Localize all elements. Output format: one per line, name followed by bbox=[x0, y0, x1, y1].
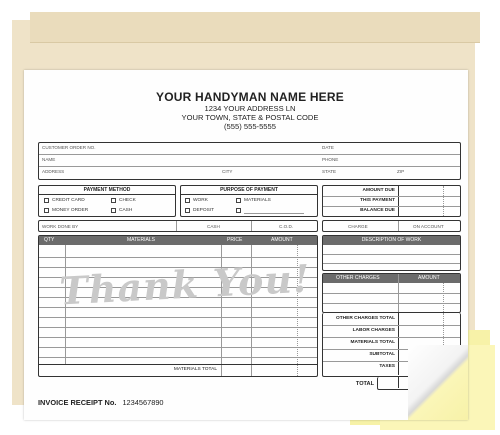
credit-card-label: CREDIT CARD bbox=[52, 198, 85, 203]
materials-label: MATERIALS bbox=[244, 198, 271, 203]
receipt-label: INVOICE RECEIPT No. bbox=[38, 398, 117, 407]
divider bbox=[39, 194, 175, 195]
divider bbox=[398, 221, 399, 231]
deposit-label: DEPOSIT bbox=[193, 208, 215, 213]
work-label: WORK bbox=[193, 198, 208, 203]
pad-binding bbox=[30, 12, 480, 43]
description-box bbox=[322, 235, 461, 271]
charge-row bbox=[322, 220, 461, 232]
work-checkbox[interactable] bbox=[185, 198, 190, 203]
zip-label: ZIP bbox=[397, 169, 405, 174]
divider bbox=[398, 377, 399, 388]
payment-method-title: PAYMENT METHOD bbox=[83, 187, 131, 193]
other-charges-title: OTHER CHARGES bbox=[336, 275, 380, 281]
other-checkbox[interactable] bbox=[236, 208, 241, 213]
table-total-line bbox=[39, 364, 317, 365]
divider bbox=[398, 186, 399, 216]
other-charges-total-label: OTHER CHARGES TOTAL bbox=[336, 316, 395, 321]
amount-header: AMOUNT bbox=[271, 237, 293, 243]
this-payment-label: THIS PAYMENT bbox=[360, 198, 395, 203]
address-label: ADDRESS bbox=[42, 169, 65, 174]
address-line: 1234 YOUR ADDRESS LN bbox=[204, 104, 296, 113]
divider bbox=[323, 206, 460, 207]
purpose-title: PURPOSE OF PAYMENT bbox=[220, 187, 278, 193]
work-done-row bbox=[38, 220, 318, 232]
table-row-line bbox=[39, 357, 317, 358]
date-label: DATE bbox=[322, 145, 334, 150]
state-label: STATE bbox=[322, 169, 337, 174]
line bbox=[323, 254, 460, 255]
deposit-checkbox[interactable] bbox=[185, 208, 190, 213]
total-label: TOTAL bbox=[355, 381, 374, 387]
money-order-label: MONEY ORDER bbox=[52, 208, 89, 213]
invoice-receipt-number bbox=[38, 398, 164, 407]
order-no-label: CUSTOMER ORDER NO. bbox=[42, 145, 96, 150]
divider bbox=[181, 194, 317, 195]
other-line bbox=[244, 213, 304, 214]
materials-total-summary-label: MATERIALS TOTAL bbox=[350, 340, 395, 345]
line bbox=[323, 337, 460, 338]
table-row-line bbox=[39, 337, 317, 338]
cod-label: C.O.D. bbox=[279, 224, 294, 229]
balance-due-label: BALANCE DUE bbox=[360, 208, 395, 213]
taxes-label: TAXES bbox=[379, 364, 395, 369]
city-label: CITY bbox=[222, 169, 233, 174]
amounts-box bbox=[322, 185, 461, 217]
divider bbox=[39, 154, 460, 155]
money-order-checkbox[interactable] bbox=[44, 208, 49, 213]
cash-label: CASH bbox=[207, 224, 220, 229]
materials-total-label: MATERIALS TOTAL bbox=[173, 367, 217, 372]
description-title: DESCRIPTION OF WORK bbox=[361, 237, 422, 243]
purpose-box bbox=[180, 185, 318, 217]
table-row-line bbox=[39, 317, 317, 318]
amount-due-label: AMOUNT DUE bbox=[362, 188, 395, 193]
materials-header: MATERIALS bbox=[127, 237, 155, 243]
phone-line: (555) 555-5555 bbox=[224, 122, 276, 131]
name-label: NAME bbox=[42, 157, 56, 162]
cents-divider bbox=[443, 283, 444, 312]
materials-checkbox[interactable] bbox=[236, 198, 241, 203]
check-label: CHECK bbox=[119, 198, 136, 203]
on-account-label: ON ACCOUNT bbox=[413, 224, 444, 229]
thank-you-watermark: Thank You! bbox=[58, 255, 312, 314]
payment-method-box bbox=[38, 185, 176, 217]
price-header: PRICE bbox=[227, 237, 243, 243]
page-curl bbox=[408, 345, 468, 420]
city-line: YOUR TOWN, STATE & POSTAL CODE bbox=[181, 113, 319, 122]
business-name: YOUR HANDYMAN NAME HERE bbox=[156, 90, 344, 104]
customer-info-box bbox=[38, 142, 461, 180]
divider bbox=[39, 166, 460, 167]
charge-label: CHARGE bbox=[348, 224, 368, 229]
subtotal-label: SUBTOTAL bbox=[369, 352, 395, 357]
line bbox=[323, 263, 460, 264]
table-row-line bbox=[39, 327, 317, 328]
work-done-by-label: WORK DONE BY bbox=[42, 224, 79, 229]
labor-charges-label: LABOR CHARGES bbox=[352, 328, 395, 333]
phone-label: PHONE bbox=[322, 157, 339, 162]
receipt-number: 1234567890 bbox=[122, 398, 164, 407]
line bbox=[323, 303, 460, 304]
qty-header: QTY bbox=[44, 237, 55, 243]
divider bbox=[398, 313, 399, 375]
other-charges-amount-header: AMOUNT bbox=[418, 275, 440, 281]
other-charges-box bbox=[322, 273, 461, 313]
line bbox=[323, 293, 460, 294]
line bbox=[323, 325, 460, 326]
cash-label: CASH bbox=[119, 208, 133, 213]
divider bbox=[176, 221, 177, 231]
divider bbox=[323, 196, 460, 197]
credit-card-checkbox[interactable] bbox=[44, 198, 49, 203]
cents-divider bbox=[443, 186, 444, 216]
cash-checkbox[interactable] bbox=[111, 208, 116, 213]
divider bbox=[251, 221, 252, 231]
check-checkbox[interactable] bbox=[111, 198, 116, 203]
table-row-line bbox=[39, 347, 317, 348]
